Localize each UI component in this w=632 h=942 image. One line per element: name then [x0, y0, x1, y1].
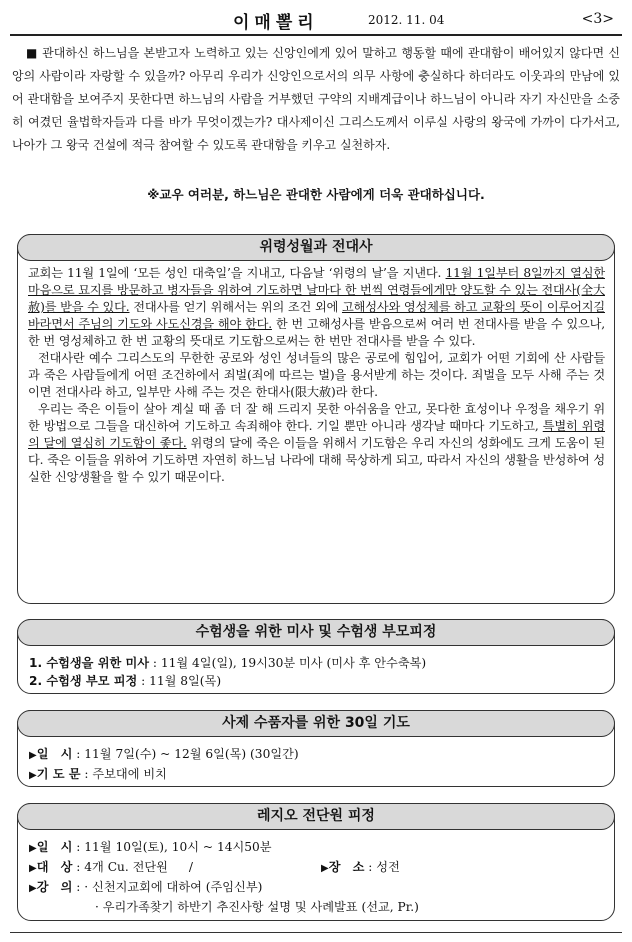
row-value: : 주보대에 비치	[80, 767, 167, 781]
text-span: 한 번 고해성사를 받음으로써 여러 번 전대사를 받을 수 있으나, 한 번 영성체하고 한 번 교황의 뜻대로 기도함으로써는 한 번만 전대사를 받을 수 있다.	[28, 317, 606, 348]
exam-mass-rows	[29, 654, 604, 690]
indulgence-paragraph-2: 전대사란 예수 그리스도의 무한한 공로와 성인 성녀들의 많은 공로에 힘입어, 교회가 어떤 기회에 산 사람들과 죽은 사람들에게 어떤 조건하에서 죄벌(죄에 따르는 벌)을 용서받게 하는 것이다. 죄벌을 모두 사해 주는 것이면 전대사라 하고, 일부만 사해 주는 것은 한대사(限大赦)라 한다.	[28, 351, 605, 399]
retreat-date-row	[29, 838, 604, 858]
triangle-bullet-icon: ▶	[29, 770, 37, 781]
row-label: 대 상	[36, 860, 73, 874]
retreat-target-row	[29, 858, 604, 878]
row-value: : 4개 Cu. 전단원	[72, 860, 168, 874]
indulgence-box	[17, 234, 615, 604]
page-header	[10, 8, 622, 36]
legio-retreat-box-title: 레지오 전단원 피정	[17, 803, 615, 830]
triangle-bullet-icon: ▶	[321, 863, 329, 874]
footer-rule	[10, 932, 622, 933]
parent-retreat-item	[29, 672, 604, 690]
underlined-text: 특별히 위령의 달에 열심히 기도함이 좋다.	[28, 419, 606, 450]
text-span: 위령의 달에 죽은 이들을 위해서 기도함은 우리 자신의 성화에도 크게 도움이 된다. 죽은 이들을 위하여 기도하면 자연히 하느님 나라에 대해 묵상하게 되고, 따라서 자신의 생활을 반성하여 성실한 신앙생활을 할 수 있기 때문이다.	[28, 436, 605, 484]
text-span: 교회는 11월 1일에 ‘모든 성인 대축일’을 지내고, 다음날 ‘위령의 날’을 지낸다.	[28, 266, 446, 280]
indulgence-box-title: 위령성월과 전대사	[17, 234, 615, 261]
row-value: : · 신천지교회에 대하여 (주임신부)	[72, 880, 263, 894]
triangle-bullet-icon: ▶	[29, 863, 37, 874]
intro-section	[12, 42, 620, 157]
row-label: 강 의	[36, 880, 73, 894]
item-value: : 11월 4일(일), 19시30분 미사 (미사 후 안수축복)	[149, 656, 427, 670]
row-value: : 11월 7일(수) ~ 12월 6일(목) (30일간)	[72, 747, 299, 761]
exam-mass-box-title: 수험생을 위한 미사 및 수험생 부모피정	[17, 619, 615, 646]
retreat-lecture-row-2: · 우리가족찾기 하반기 추진사항 설명 및 사례발표 (선교, Pr.)	[95, 900, 419, 914]
row-label: 기 도 문	[36, 767, 81, 781]
legio-retreat-rows	[29, 838, 604, 916]
row-label: 장 소	[328, 860, 365, 874]
ordination-prayer-box	[17, 710, 615, 787]
row-value: : 11월 10일(토), 10시 ~ 14시50분	[72, 840, 272, 854]
bulletin-title: 이매뽈리	[233, 13, 319, 33]
intro-notice: ※교우 여러분, 하느님은 관대한 사람에게 더욱 관대하십니다.	[147, 187, 485, 202]
triangle-bullet-icon: ▶	[29, 843, 37, 854]
underlined-text: 고해성사와 영성체를 하고 교황의 뜻이 이루어지길 바라면서 주님의 기도와 사도신경을 해야 한다.	[28, 300, 605, 331]
text-span: 전대사를 얻기 위해서는 위의 조건 외에	[129, 300, 342, 314]
item-value: : 11월 8일(목)	[137, 674, 222, 688]
page-number: <3>	[581, 11, 614, 27]
item-label: 1. 수험생을 위한 미사	[29, 656, 150, 670]
retreat-venue	[321, 858, 400, 878]
row-label: 일 시	[36, 747, 73, 761]
separator: /	[188, 860, 193, 874]
ordination-prayer-box-title: 사제 수품자를 위한 30일 기도	[17, 710, 615, 737]
prayer-date-row	[29, 745, 604, 765]
indulgence-paragraph-3	[28, 401, 605, 486]
exam-mass-box	[17, 619, 615, 694]
triangle-bullet-icon: ▶	[29, 883, 37, 894]
legio-retreat-box	[17, 803, 615, 921]
bulletin-date: 2012. 11. 04	[368, 13, 445, 27]
row-value: : 성전	[364, 860, 400, 874]
item-label: 2. 수험생 부모 피정	[29, 674, 138, 688]
exam-mass-item	[29, 654, 604, 672]
triangle-bullet-icon: ▶	[29, 750, 37, 761]
row-label: 일 시	[36, 840, 73, 854]
ordination-prayer-rows	[29, 745, 604, 785]
intro-paragraph: ■ 관대하신 하느님을 본받고자 노력하고 있는 신앙인에게 있어 말하고 행동할 때에 관대함이 배어있지 않다면 신앙의 사람이라 자랑할 수 있을까? 아무리 우리가 신앙인으로서의 의무 사항에 충실하다 하더라도 이웃과의 만남에 있어 관대함을 보여주지 못한다면 하느님의 사람을 거부했던 구약의 지배계급이나 하느님이 아니라 자기 자신만을 소중히 여겼던 율법학자들과 다를 바가 무엇이겠는가? 대사제이신 그리스도께서 이루실 사랑의 왕국에 가까이 다가서고, 나아가 그 왕국 건설에 적극 참여할 수 있도록 관대함을 키우고 실천하자.	[12, 46, 620, 152]
indulgence-paragraph-1	[28, 265, 605, 350]
retreat-lecture-row	[29, 878, 604, 898]
indulgence-box-body	[28, 265, 605, 486]
prayer-text-row	[29, 765, 604, 785]
text-span: 우리는 죽은 이들이 살아 계실 때 좀 더 잘 해 드리지 못한 아쉬움을 안고, 못다한 효성이나 우정을 채우기 위한 방법으로 그들을 대신하여 기도하고 속죄해야 한다. 기일 뿐만 아니라 생각날 때마다 기도하고,	[28, 402, 605, 433]
underlined-text: 11월 1일부터 8일까지 열심한 마음으로 묘지를 방문하고 병자들을 위하여 기도하면 날마다 한 번씩 연령들에게만 양도할 수 있는 전대사(全大赦)를 받을 수 있다.	[28, 266, 605, 314]
